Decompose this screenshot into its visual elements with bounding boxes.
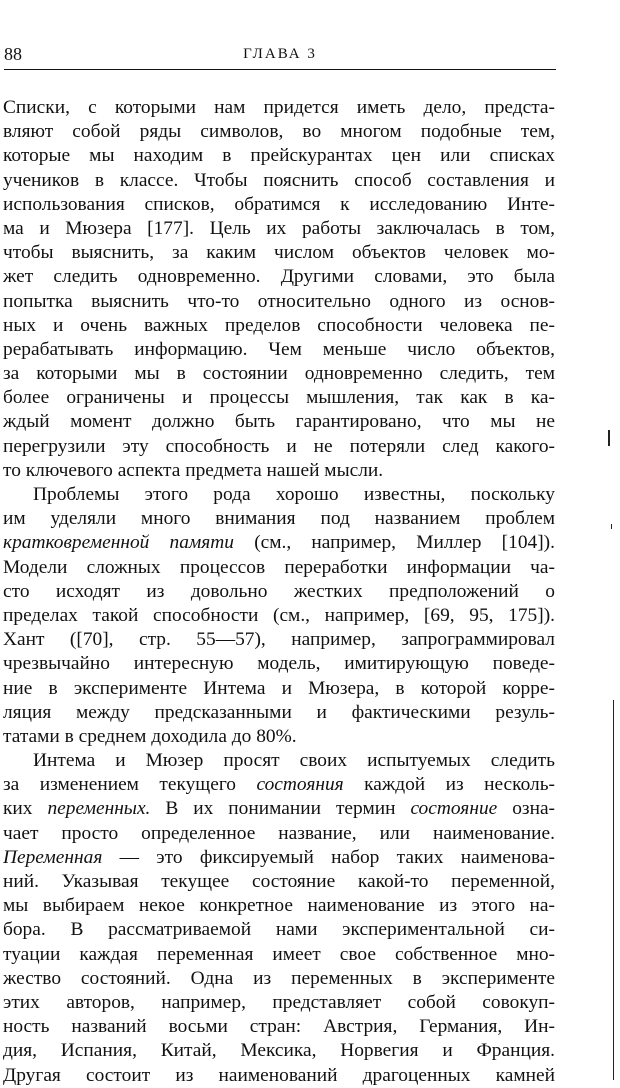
text-line (3, 193, 555, 217)
italic-term: состояния (256, 774, 344, 796)
text-run: более ограничены и процессы мышления, так как в ка- (3, 387, 555, 409)
italic-term: кратковременной памяти (3, 532, 235, 554)
text-line (3, 773, 555, 797)
text-line (3, 870, 555, 894)
text-run: туации каждая переменная имеет свое собственное мно- (3, 943, 555, 965)
text-line (3, 531, 555, 555)
text-line (3, 1064, 555, 1088)
italic-term: переменных. (47, 798, 151, 820)
text-line (3, 435, 555, 459)
text-run: за которыми мы в состоянии одновременно следить, тем (3, 363, 555, 385)
text-line (3, 797, 555, 821)
text-run: которые мы находим в прейскурантах цен или списках (3, 145, 555, 167)
text-line (3, 943, 555, 967)
page-number: 88 (4, 44, 22, 64)
text-run: пределах такой способности (см., например, [69, 95, 175]). (3, 604, 555, 626)
text-run: ма и Мюзера [177]. Цель их работы заключалась в том, (3, 217, 555, 239)
text-run: ляция между предсказанными и фактическими резуль- (3, 701, 555, 723)
text-line (3, 241, 555, 265)
text-run: за изменением текущего (3, 774, 257, 796)
text-line (3, 120, 555, 144)
text-run: татами в среднем доходила до 80%. (3, 725, 297, 747)
text-run: ных и очень важных пределов способности человека пе- (3, 314, 555, 336)
text-run: перегрузили эту способность и не потеряли след какого- (3, 435, 555, 457)
running-header (4, 44, 556, 70)
text-line (3, 604, 555, 628)
text-line (3, 507, 555, 531)
chapter-title: ГЛАВА 3 (243, 46, 317, 62)
text-run: использования списков, обратимся к исследованию Интe- (3, 193, 555, 215)
text-line (3, 701, 555, 725)
text-line (3, 918, 555, 942)
text-line (3, 217, 555, 241)
body-text (3, 96, 555, 1088)
text-run: чает просто определенное название, или наименование. (3, 822, 555, 844)
text-line (3, 410, 555, 434)
text-line (3, 725, 555, 749)
text-line (3, 1015, 555, 1039)
text-run: ждый момент должно быть гарантировано, что мы не (3, 411, 555, 433)
margin-scan-mark (608, 430, 610, 446)
text-run: ние в эксперименте Интема и Мюзера, в которой корре- (3, 677, 555, 699)
italic-term: Переменная (3, 846, 103, 868)
text-run: чтобы выяснить, за каким числом объектов человек мо- (3, 242, 555, 264)
text-line (3, 1039, 555, 1063)
text-run: мы выбираем некое конкретное наименование из этого на- (3, 895, 555, 917)
text-run: каждой из несколь- (343, 774, 555, 796)
text-line (3, 290, 555, 314)
text-line (3, 749, 555, 773)
text-run: чрезвычайно интересную модель, имитирующую поведе- (3, 653, 555, 675)
text-run: им уделяли много внимания под названием проблем (3, 508, 555, 530)
text-run: попытка выяснить что-то относительно одного из основ- (3, 290, 555, 312)
text-run: жество состояний. Одна из переменных в эксперименте (3, 967, 555, 989)
text-run: — это фиксируемый набор таких наименова- (102, 846, 555, 868)
text-line (3, 677, 555, 701)
text-run: жет следить одновременно. Другими словами, это была (3, 266, 555, 288)
text-run: учеников в классе. Чтобы пояснить способ составления и (3, 169, 555, 191)
text-run: Другая состоит из наименований драгоценных камней (3, 1064, 555, 1086)
text-line (3, 338, 555, 362)
text-run: ность названий восьми стран: Австрия, Германия, Ин- (3, 1016, 555, 1038)
margin-scan-mark (611, 524, 612, 529)
text-line (3, 628, 555, 652)
text-line (3, 991, 555, 1015)
text-run: (см., например, Миллер [104]). (234, 532, 555, 554)
header-rule (4, 69, 556, 70)
text-run: Списки, с которыми нам придется иметь дело, предста- (3, 97, 555, 118)
text-run: озна- (497, 798, 555, 820)
text-line (3, 967, 555, 991)
text-run: рерабатывать информацию. Чем меньше число объектов, (3, 338, 555, 360)
text-line (3, 556, 555, 580)
text-run: Хант ([70], стр. 55—57), например, запрограммировал (3, 629, 555, 651)
text-run: ний. Указывая текущее состояние какой-то переменной, (3, 871, 555, 892)
text-line (3, 169, 555, 193)
text-line (3, 483, 555, 507)
text-run: дия, Испания, Китай, Мексика, Норвегия и Франция. (3, 1040, 555, 1062)
text-line (3, 846, 555, 870)
text-run: этих авторов, например, представляет собой совокуп- (3, 991, 555, 1013)
text-line (3, 265, 555, 289)
text-line (3, 580, 555, 604)
text-line (3, 386, 555, 410)
text-run: В их понимании термин (150, 798, 411, 820)
text-line (3, 652, 555, 676)
text-run: вляют собой ряды символов, во многом подобные тем, (3, 121, 555, 143)
text-run: ких (3, 798, 48, 820)
text-line (3, 96, 555, 120)
text-run: сто исходят из довольно жестких предположений о (3, 580, 555, 602)
italic-term: состояние (410, 798, 498, 820)
text-line (3, 314, 555, 338)
text-run: Интема и Мюзер просят своих испытуемых следить (33, 750, 555, 772)
text-run: Проблемы этого рода хорошо известны, поскольку (33, 484, 555, 505)
text-run: Модели сложных процессов переработки информации ча- (3, 556, 555, 578)
text-run: бора. В рассматриваемой нами экспериментальной си- (3, 919, 555, 941)
text-line (3, 894, 555, 918)
text-line (3, 822, 555, 846)
text-line (3, 144, 555, 168)
text-run: то ключевого аспекта предмета нашей мысли. (3, 459, 384, 481)
text-line (3, 362, 555, 386)
page-edge-line (613, 700, 614, 1080)
text-line (3, 459, 555, 483)
